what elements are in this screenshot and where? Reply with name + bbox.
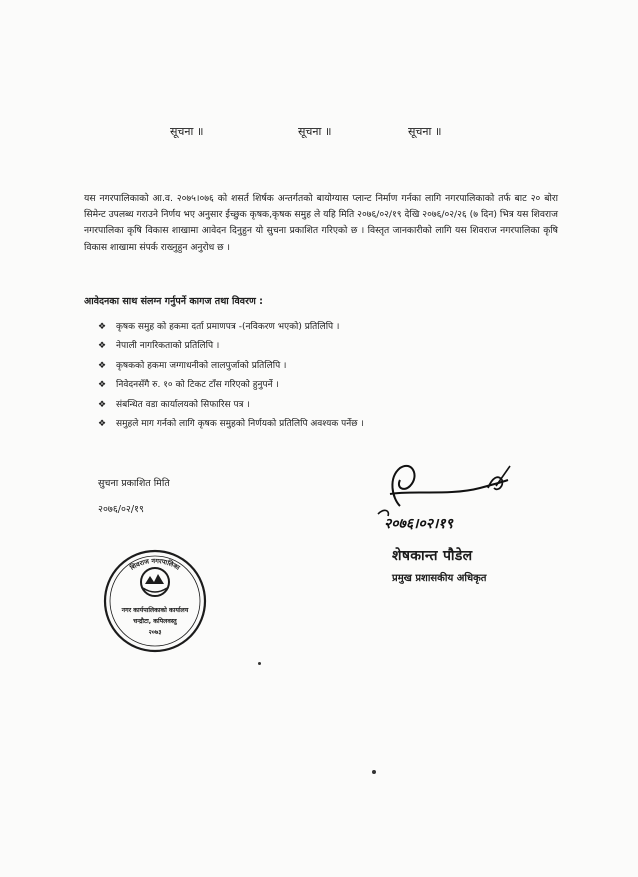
notice-heading-2: सूचना ॥ [298,125,332,138]
scan-speck [372,770,376,774]
requirement-item: ❖ नेपाली नागरिकताको प्रतिलिपि । [98,337,518,356]
scan-speck [258,662,261,665]
municipality-seal-icon [100,546,210,656]
seal-text-office: नगर कार्यपालिकाको कार्यालय [121,607,189,614]
bullet-icon: ❖ [98,380,107,391]
notice-heading-1: सूचना ॥ [170,125,204,138]
officer-name: शेषकान्त पौडेल [392,548,473,564]
seal-text-top: शिवराज नगरपालिका [128,556,182,572]
requirement-item: ❖ निवेदनसँगै रु. १० को टिकट टाँस गरिएको हुनुपर्ने । [98,376,518,395]
seal-text-place: चन्द्रौटा, कपिलवस्तु [133,618,177,625]
officer-title: प्रमुख प्रशासकीय अधिकृत [392,573,487,584]
requirement-item: ❖ समुहले माग गर्नको लागि कृषक समुहको निर्णयको प्रतिलिपि अवश्यक पर्नेछ । [98,415,518,434]
notice-heading-3: सूचना ॥ [408,125,442,138]
signature-icon [370,458,540,536]
bullet-icon: ❖ [98,360,107,371]
requirements-list [98,318,518,434]
signature-date: २०७६।०२।१९ [384,516,453,532]
bullet-icon: ❖ [98,418,107,429]
requirements-heading: आवेदनका साथ संलग्न गर्नुपर्ने कागज तथा विवरण : [84,296,263,307]
published-label: सुचना प्रकाशित मिति [98,478,170,489]
svg-text:शिवराज नगरपालिका [128,557,182,572]
seal-text-year: २०७३ [148,629,162,636]
requirement-item: ❖ कृषकको हकमा जग्गाधनीको लालपुर्जाको प्रतिलिपि । [98,357,518,376]
bullet-icon: ❖ [98,322,107,332]
notice-body: यस नगरपालिकाको आ.व. २०७५।०७६ को शसर्त शिर्षक अन्तर्गतको बायोग्यास प्लान्ट निर्माण गर्नका लागि नगरपालिकाको तर्फ बाट २० बोरा सिमेन्ट उपलब्ध गराउने निर्णय भए अनुसार ईच्छुक कृषक,कृषक समुह ले यहि मिति २०७६/०२/१९ देखि २०७६/०२/२६ (७ दिन) भित्र यस शिवराज नगरपालिका कृषि विकास शाखामा आवेदन दिनुहुन यो सुचना प्रकाशित गरिएको छ । विस्तृत जानकारीको लागि यस शिवराज नगरपालिका कृषि विकास शाखामा संपर्क राख्नुहुन अनुरोध छ । [84,193,558,253]
published-date: २०७६/०२/१९ [98,504,144,515]
requirement-item: ❖ संबन्धित वडा कार्यालयको सिफारिस पत्र । [98,396,518,415]
bullet-icon: ❖ [98,341,107,352]
bullet-icon: ❖ [98,399,107,410]
requirement-item: ❖ कृषक समुह को हकमा दर्ता प्रमाणपत्र -(नविकरण भएको) प्रतिलिपि । [98,318,518,337]
